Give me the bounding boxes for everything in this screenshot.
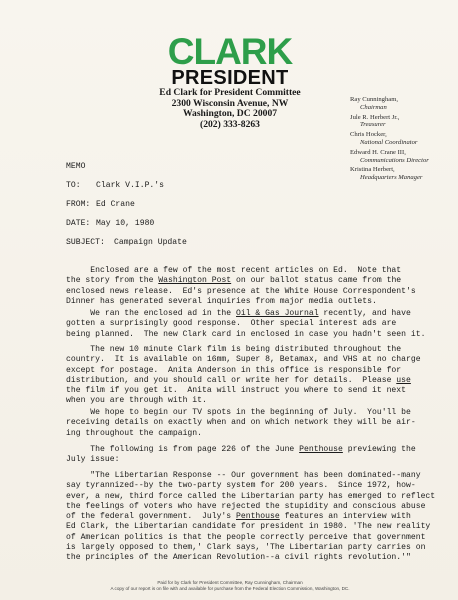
staff-member [350,96,454,112]
p5-text-b: previewing the July issue: [66,445,416,465]
washington-post-title: Washington Post [158,276,232,286]
committee-name: Ed Clark for President Committee [159,87,301,98]
penthouse-title-2: Penthouse [236,512,280,522]
to-value: Clark V.I.P.'s [96,181,164,190]
subject-key: SUBJECT: [66,238,105,247]
to-key: TO: [66,181,81,190]
memo-label: MEMO [66,162,86,171]
p6-text-b: features an interview with Ed Clark, the Libertarian candidate for president in 1980. 'The new reality of American politics is that the people correctly perceive that government is largely opposed to them,' Clark says, 'The Libertarian party carries on the principles of the American Revolution--a civil rights revolution.'" [66,512,431,563]
staff-name: Ray Cunningham, [350,96,398,103]
staff-name: Edward H. Crane III, [350,148,406,156]
address-line-1: 2300 Wisconsin Avenue, NW [171,97,289,109]
staff-member [350,131,454,147]
body-paragraph-2 [66,309,436,340]
from-key: FROM: [66,200,91,209]
footer-line-2: A copy of our report is on file with and available for purchase from the Federal Election Commission, Washington, DC. [110,585,350,591]
p2-text-a: We ran the enclosed ad in the [66,309,236,318]
p3-text-b: the film if you get it. Anita will instruct you where to send it next when you are through with it. [66,386,406,406]
use-emphasis: use [396,375,411,385]
penthouse-title: Penthouse [299,445,343,454]
memo-subject-line [66,238,187,248]
p1-text-a: Enclosed are a few of the most recent articles on Ed. Note that the story from the [66,266,402,286]
p2-text-b: recently, and have gotten a surprisingly good response. Other special interest ads are being planned. The new Clark card in enclosed in case you hadn't seen it. [66,309,426,339]
staff-title: Treasurer [360,121,386,129]
memo-date-line [66,219,154,229]
staff-name: Kristina Herbert, [350,166,395,174]
president-logo: PRESIDENT [171,67,289,89]
staff-list [350,96,454,184]
staff-title: Headquarters Manager [360,174,423,182]
oil-gas-journal-title: Oil & Gas Journal [236,309,319,318]
clark-logo: CLARK [167,31,293,72]
p1-text-b: on our ballot status came from the enclosed news release. Ed's presence at the White House Correspondent's Dinner has generated several inquiries from major media outlets. [66,276,416,306]
memo-from-line [66,200,135,210]
staff-title: Communications Director [360,156,429,164]
footer-disclaimer [60,580,400,591]
p3-text-a: The new 10 minute Clark film is being distributed throughout the country. It is available on 16mm, Super 8, Betamax, and VHS at no charge except for postage. Anita Anderson in this office is responsible for distribution, and you should call or write her for details. Please [66,345,421,385]
staff-title: National Coordinator [360,138,418,146]
memo-to-line [66,181,164,191]
body-paragraph-5 [66,445,436,466]
p5-text-a: The following is from page 226 of the June [66,445,300,454]
staff-name: Jule R. Herbert Jr., [350,113,400,121]
staff-name: Chris Hocker, [350,131,387,139]
phone-number: (202) 333-8263 [200,118,260,130]
from-value: Ed Crane [96,200,135,209]
staff-title: Chairman [360,103,387,111]
body-paragraph-1 [66,266,436,307]
subject-value: Campaign Update [114,238,187,247]
staff-member [350,149,454,165]
body-paragraph-4: We hope to begin our TV spots in the beginning of July. You'll be receiving details on exactly when and on which network they will be air- ing throughout the campaign. [66,408,416,438]
footer-line-1: Paid for by Clark for President Committee, Ray Cunningham, Chairman [157,580,303,585]
address-line-2: Washington, DC 20007 [182,108,278,120]
staff-member [350,114,454,130]
committee-address-block [130,88,330,130]
date-key: DATE: [66,219,91,228]
date-value: May 10, 1980 [96,219,155,228]
p6-text-a: "The Libertarian Response -- Our government has been dominated--many say tyrannized--by the two-party system for 200 years. Since 1972, how- ever, a new, third force called the Libertarian party has emerged to reflect the feelings of voters who have rejected the stupidity and conscious abuse of the federal government. July's [66,471,436,522]
staff-member [350,166,454,182]
body-paragraph-3 [66,345,436,407]
body-paragraph-6-quote [66,471,436,564]
